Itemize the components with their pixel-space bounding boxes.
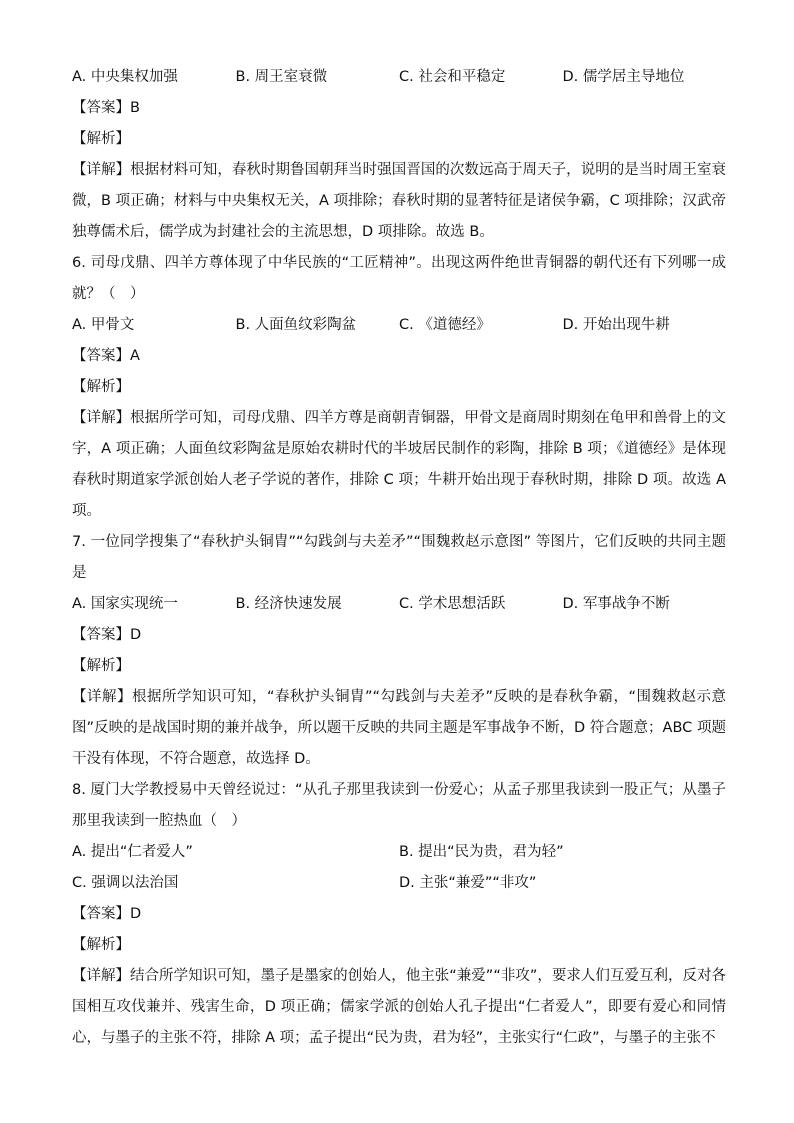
q7-analysis-label: 【解析】: [72, 658, 130, 674]
q5-option-c: C. 社会和平稳定: [399, 69, 506, 85]
q8-stem: 8. 厦门大学教授易中天曾经说过：“从孔子那里我读到一份爱心；从孟子那里我读到一股正气；从墨子那里我读到一腔热血（ ）: [72, 782, 726, 829]
q6-option-c: C. 《道德经》: [399, 317, 491, 333]
q8-option-c: C. 强调以法治国: [72, 875, 179, 891]
q5-analysis-label: 【解析】: [72, 131, 130, 147]
q7-detail: 【详解】根据所学知识可知，“春秋护头铜胄”“勾践剑与夫差矛”反映的是春秋争霸，“围魏救赵示意图”反映的是战国时期的兼并战争，所以题干反映的共同主题是军事战争不断，D 符合题意；ABC 项题干没有体现，不符合题意，故选择 D。: [72, 689, 726, 767]
q8-options-row1: [72, 837, 726, 868]
q8-analysis-label: 【解析】: [72, 937, 130, 953]
q7-answer: 【答案】D: [72, 627, 142, 643]
q8-answer: 【答案】D: [72, 906, 142, 922]
q8-detail: 【详解】结合所学知识可知，墨子是墨家的创始人，他主张“兼爱”“非攻”，要求人们互爱互利，反对各国相互攻伐兼并、残害生命，D 项正确；儒家学派的创始人孔子提出“仁者爱人”，即要有爱心和同情心，与墨子的主张不符，排除 A 项；孟子提出“民为贵，君为轻”，主张实行“仁政”，与墨子的主张不: [72, 968, 726, 1046]
document-content: [72, 62, 726, 1054]
q5-options: [72, 62, 726, 93]
q8-option-a: A. 提出“仁者爱人”: [72, 844, 193, 860]
q7-option-c: C. 学术思想活跃: [399, 596, 506, 612]
q8-option-d: D. 主张“兼爱”“非攻”: [399, 875, 537, 891]
q5-detail: 【详解】根据材料可知，春秋时期鲁国朝拜当时强国晋国的次数远高于周天子，说明的是当时周王室衰微，B 项正确；材料与中央集权无关，A 项排除；春秋时期的显著特征是诸侯争霸，C 项排除；汉武帝独尊儒术后，儒学成为封建社会的主流思想，D 项排除。故选 B。: [72, 162, 726, 240]
q6-option-a: A. 甲骨文: [72, 317, 135, 333]
q7-option-a: A. 国家实现统一: [72, 596, 178, 612]
q7-option-d: D. 军事战争不断: [562, 596, 670, 612]
q5-option-a: A. 中央集权加强: [72, 69, 178, 85]
q6-stem: 6. 司母戊鼎、四羊方尊体现了中华民族的“工匠精神”。出现这两件绝世青铜器的朝代还有下列哪一成就？（ ）: [72, 255, 726, 302]
q6-detail: 【详解】根据所学可知，司母戊鼎、四羊方尊是商朝青铜器，甲骨文是商周时期刻在龟甲和兽骨上的文字，A 项正确；人面鱼纹彩陶盆是原始农耕时代的半坡居民制作的彩陶，排除 B 项；《道德经》是体现春秋时期道家学派创始人老子学说的著作，排除 C 项；牛耕开始出现于春秋时期，排除 D 项。故选 A 项。: [72, 410, 726, 519]
q5-answer: 【答案】B: [72, 100, 140, 116]
q7-stem: 7. 一位同学搜集了“春秋护头铜胄”“勾践剑与夫差矛”“围魏救赵示意图” 等图片，它们反映的共同主题是: [72, 534, 726, 581]
q7-option-b: B. 经济快速发展: [235, 596, 342, 612]
q7-options: [72, 589, 726, 620]
q5-option-d: D. 儒学居主导地位: [562, 69, 685, 85]
q6-options: [72, 310, 726, 341]
q8-options-row2: [72, 868, 726, 899]
q5-option-b: B. 周王室衰微: [235, 69, 328, 85]
q8-option-b: B. 提出“民为贵，君为轻”: [399, 844, 564, 860]
q6-answer: 【答案】A: [72, 348, 140, 364]
q6-analysis-label: 【解析】: [72, 379, 130, 395]
q6-option-b: B. 人面鱼纹彩陶盆: [235, 317, 357, 333]
q6-option-d: D. 开始出现牛耕: [562, 317, 670, 333]
